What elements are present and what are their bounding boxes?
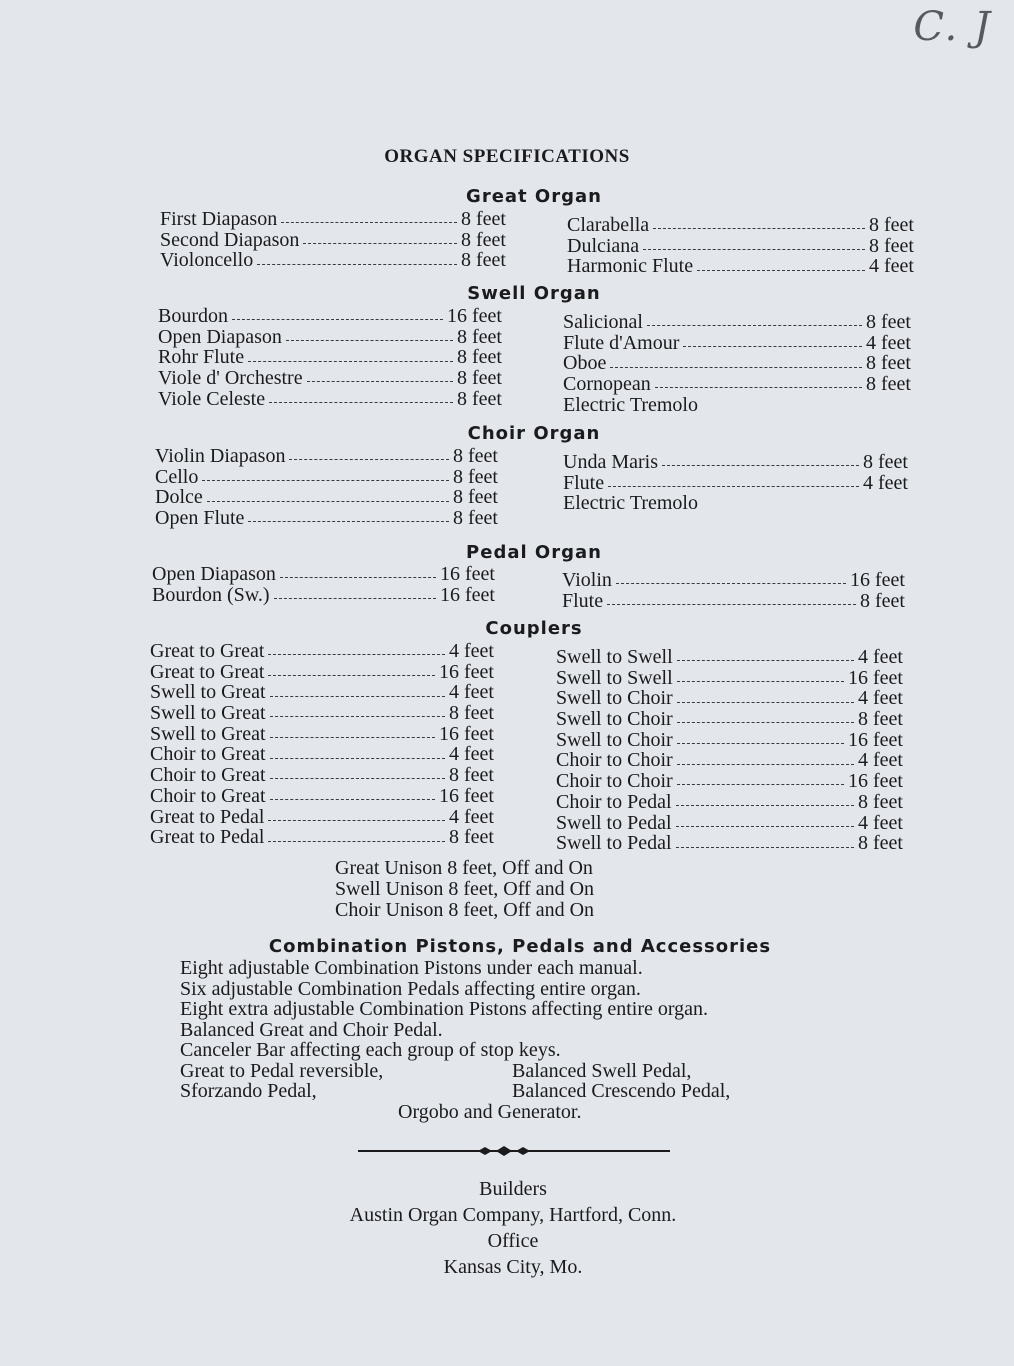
swell-organ-right-list (563, 312, 911, 415)
dot-leader (608, 485, 859, 487)
stop-name: Clarabella (567, 214, 650, 236)
stop-size: 16 feet (439, 722, 494, 745)
swell-organ-left-list (158, 306, 502, 409)
stop-row (155, 467, 498, 488)
stop-name: Oboe (563, 352, 607, 375)
stop-size: 8 feet (453, 486, 498, 509)
stop-name: First Diapason (160, 208, 278, 230)
dot-leader (697, 269, 865, 271)
stop-name: Choir to Great (150, 784, 266, 807)
stop-name: Choir to Great (150, 764, 266, 787)
stop-name: Violoncello (160, 249, 254, 272)
stop-row (160, 209, 506, 230)
stop-name: Electric Tremolo (563, 393, 698, 416)
dot-leader (280, 576, 436, 578)
stop-name: Dulciana (567, 234, 640, 257)
stop-size: 8 feet (866, 373, 911, 396)
dot-leader (270, 715, 445, 717)
stop-row (158, 368, 502, 389)
stop-row (150, 807, 494, 828)
stop-size: 8 feet (860, 589, 905, 612)
unison-list (335, 858, 594, 921)
stop-row (563, 333, 911, 354)
stop-name: Open Flute (155, 507, 245, 530)
dot-leader (270, 777, 445, 779)
stop-size: 8 feet (866, 352, 911, 375)
accessory-line: Balanced Great and Choir Pedal. (180, 1018, 443, 1041)
ornament-divider-icon (358, 1145, 670, 1157)
dot-leader (281, 221, 457, 223)
stop-name: Swell to Pedal (556, 832, 672, 855)
stop-row (150, 662, 494, 683)
stop-size: 16 feet (850, 569, 905, 591)
dot-leader (677, 680, 844, 682)
stop-size: 16 feet (439, 660, 494, 683)
accessories-heading: Combination Pistons, Pedals and Accessories (268, 936, 772, 957)
stop-row (155, 487, 498, 508)
dot-leader (268, 819, 445, 821)
dot-leader (677, 721, 854, 723)
great-organ-right-list (567, 215, 914, 277)
dot-leader (607, 603, 856, 605)
accessory-pair (180, 1061, 730, 1082)
stop-row (150, 682, 494, 703)
dot-leader (268, 653, 445, 655)
dot-leader (647, 324, 862, 326)
stop-size: 16 feet (447, 305, 502, 327)
stop-row (562, 570, 905, 591)
dot-leader (268, 840, 445, 842)
stop-name: Great to Great (150, 660, 265, 683)
accessory-pair-left: Sforzando Pedal, (180, 1080, 317, 1102)
stop-size: 8 feet (866, 311, 911, 333)
stop-name: Viole d' Orchestre (158, 367, 303, 390)
stop-name: Swell to Great (150, 702, 266, 725)
stop-size: 4 feet (449, 743, 494, 766)
swell-organ-heading: Swell Organ (467, 283, 601, 304)
stop-size: 4 feet (449, 805, 494, 828)
dot-leader (683, 345, 862, 347)
dot-leader (232, 318, 443, 320)
choir-organ-left-list (155, 446, 498, 529)
stop-size: 8 feet (869, 214, 914, 236)
stop-row (567, 256, 914, 277)
dot-leader (207, 500, 449, 502)
dot-leader (289, 458, 449, 460)
stop-row (556, 833, 903, 854)
couplers-left-list (150, 641, 494, 848)
stop-name: Flute (563, 471, 605, 494)
stop-size: 8 feet (453, 507, 498, 530)
stop-row (150, 786, 494, 807)
page-title: ORGAN SPECIFICATIONS (384, 146, 630, 167)
stop-row (556, 750, 903, 771)
stop-size: 16 feet (848, 666, 903, 689)
dot-leader (257, 263, 457, 265)
stop-row (155, 446, 498, 467)
stop-name: Swell to Pedal (556, 811, 672, 834)
stop-row (556, 709, 903, 730)
stop-row (567, 215, 914, 236)
dot-leader (655, 386, 862, 388)
pedal-organ-left-list (152, 564, 495, 605)
stop-name: Unda Maris (563, 451, 658, 473)
stop-row (556, 730, 903, 751)
couplers-heading: Couplers (485, 618, 583, 639)
accessory-pair-left: Great to Pedal reversible, (180, 1059, 384, 1082)
dot-leader (268, 674, 435, 676)
stop-row (150, 703, 494, 724)
stop-size: 8 feet (449, 702, 494, 725)
stop-row (160, 230, 506, 251)
stop-name: Choir to Choir (556, 770, 673, 793)
stop-name: Cornopean (563, 373, 651, 396)
accessory-pair-right: Balanced Crescendo Pedal, (512, 1080, 731, 1102)
stop-row (150, 827, 494, 848)
stop-row (150, 765, 494, 786)
stop-size: 8 feet (453, 445, 498, 467)
stop-name: Choir to Choir (556, 749, 673, 772)
stop-size: 8 feet (858, 790, 903, 813)
stop-size: 4 feet (869, 255, 914, 278)
stop-size: 4 feet (858, 749, 903, 772)
accessory-line: Six adjustable Combination Pedals affecting entire organ. (180, 977, 641, 1000)
stop-name: Violin (562, 569, 612, 591)
stop-name: Swell to Choir (556, 728, 673, 751)
stop-row (563, 493, 908, 514)
stop-row (563, 473, 908, 494)
stop-size: 8 feet (453, 465, 498, 488)
dot-leader (270, 736, 435, 738)
stop-row (563, 395, 911, 416)
dot-leader (307, 380, 453, 382)
office-label: Office (487, 1230, 539, 1252)
stop-row (563, 452, 908, 473)
dot-leader (303, 242, 457, 244)
stop-row (556, 792, 903, 813)
dot-leader (676, 825, 854, 827)
stop-name: Swell to Swell (556, 646, 673, 668)
choir-organ-heading: Choir Organ (467, 423, 601, 444)
accessory-line: Eight extra adjustable Combination Pistons affecting entire organ. (180, 998, 709, 1020)
stop-size: 4 feet (858, 687, 903, 710)
stop-name: Swell to Swell (556, 666, 673, 689)
couplers-right-list (556, 647, 903, 854)
stop-name: Swell to Choir (556, 708, 673, 731)
accessory-pair (180, 1081, 730, 1102)
great-organ-heading: Great Organ (466, 186, 602, 207)
stop-row (562, 591, 905, 612)
dot-leader (248, 360, 453, 362)
dot-leader (270, 695, 445, 697)
stop-name: Violin Diapason (155, 445, 286, 467)
stop-name: Swell to Great (150, 722, 266, 745)
stop-row (556, 813, 903, 834)
stop-size: 16 feet (848, 728, 903, 751)
stop-size: 4 feet (858, 646, 903, 668)
accessory-line: Canceler Bar affecting each group of stop keys. (180, 1039, 561, 1061)
dot-leader (269, 401, 453, 403)
stop-name: Swell to Great (150, 681, 266, 704)
stop-row (155, 508, 498, 529)
pedal-organ-heading: Pedal Organ (466, 542, 602, 563)
stop-size: 16 feet (439, 784, 494, 807)
dot-leader (676, 804, 854, 806)
stop-name: Flute (562, 589, 604, 612)
stop-row (158, 327, 502, 348)
stop-size: 8 feet (461, 249, 506, 272)
stop-size: 16 feet (440, 563, 495, 585)
stop-name: Rohr Flute (158, 346, 245, 369)
accessory-line: Eight adjustable Combination Pistons under each manual. (180, 957, 643, 979)
stop-size: 4 feet (449, 681, 494, 704)
stop-size: 4 feet (863, 471, 908, 494)
stop-name: Flute d'Amour (563, 331, 680, 354)
great-organ-left-list (160, 209, 506, 271)
handwritten-mark: C. J (913, 4, 992, 50)
unison-line: Swell Unison 8 feet, Off and On (335, 878, 595, 900)
dot-leader (202, 479, 449, 481)
stop-row (556, 647, 903, 668)
stop-name: Harmonic Flute (567, 255, 694, 278)
stop-size: 8 feet (449, 826, 494, 849)
accessory-line: Orgobo and Generator. (398, 1100, 582, 1123)
stop-row (150, 744, 494, 765)
stop-row (150, 641, 494, 662)
builders-block (0, 1176, 1014, 1280)
stop-size: 4 feet (449, 640, 494, 662)
dot-leader (653, 227, 865, 229)
stop-name: Swell to Choir (556, 687, 673, 710)
stop-name: Choir to Great (150, 743, 266, 766)
stop-name: Second Diapason (160, 228, 300, 251)
dot-leader (616, 582, 846, 584)
unison-line: Great Unison 8 feet, Off and On (335, 857, 593, 879)
stop-name: Great to Great (150, 640, 265, 662)
stop-row (150, 724, 494, 745)
dot-leader (662, 464, 859, 466)
stop-row (158, 306, 502, 327)
stop-row (563, 374, 911, 395)
dot-leader (248, 520, 449, 522)
stop-row (556, 771, 903, 792)
stop-row (556, 688, 903, 709)
dot-leader (677, 783, 844, 785)
stop-name: Open Diapason (152, 563, 276, 585)
stop-size: 8 feet (457, 367, 502, 390)
stop-size: 8 feet (449, 764, 494, 787)
pedal-organ-right-list (562, 570, 905, 611)
stop-size: 8 feet (869, 234, 914, 257)
stop-row (563, 312, 911, 333)
accessory-pair-right: Balanced Swell Pedal, (512, 1059, 692, 1082)
stop-name: Great to Pedal (150, 805, 265, 828)
stop-size: 8 feet (461, 208, 506, 230)
dot-leader (676, 846, 854, 848)
choir-organ-right-list (563, 452, 908, 514)
stop-name: Bourdon (Sw.) (152, 583, 270, 606)
stop-name: Dolce (155, 486, 203, 509)
stop-size: 4 feet (866, 331, 911, 354)
dot-leader (643, 248, 865, 250)
stop-row (567, 236, 914, 257)
stop-size: 4 feet (858, 811, 903, 834)
stop-name: Cello (155, 465, 199, 488)
stop-size: 16 feet (848, 770, 903, 793)
stop-size: 8 feet (461, 228, 506, 251)
stop-size: 8 feet (457, 325, 502, 348)
stop-size: 8 feet (457, 387, 502, 410)
stop-size: 8 feet (457, 346, 502, 369)
stop-name: Salicional (563, 311, 643, 333)
builders-company: Austin Organ Company, Hartford, Conn. (349, 1204, 677, 1226)
stop-row (158, 347, 502, 368)
stop-name: Bourdon (158, 305, 228, 327)
dot-leader (677, 742, 844, 744)
dot-leader (286, 339, 453, 341)
dot-leader (610, 366, 862, 368)
stop-row (158, 389, 502, 410)
stop-row (152, 585, 495, 606)
dot-leader (677, 701, 854, 703)
dot-leader (677, 659, 854, 661)
stop-size: 8 feet (858, 832, 903, 855)
office-city: Kansas City, Mo. (443, 1256, 583, 1278)
dot-leader (270, 798, 435, 800)
stop-size: 8 feet (863, 451, 908, 473)
stop-name: Open Diapason (158, 325, 282, 348)
unison-line: Choir Unison 8 feet, Off and On (335, 899, 595, 921)
stop-row (160, 250, 506, 271)
stop-name: Great to Pedal (150, 826, 265, 849)
stop-size: 8 feet (858, 708, 903, 731)
stop-size: 16 feet (440, 583, 495, 606)
dot-leader (270, 757, 445, 759)
stop-name: Viole Celeste (158, 387, 266, 410)
dot-leader (274, 597, 436, 599)
builders-label: Builders (479, 1178, 547, 1200)
stop-row (152, 564, 495, 585)
stop-row (556, 668, 903, 689)
accessories-list (180, 958, 730, 1122)
stop-row (563, 353, 911, 374)
stop-name: Electric Tremolo (563, 492, 698, 515)
stop-name: Choir to Pedal (556, 790, 672, 813)
dot-leader (677, 763, 854, 765)
